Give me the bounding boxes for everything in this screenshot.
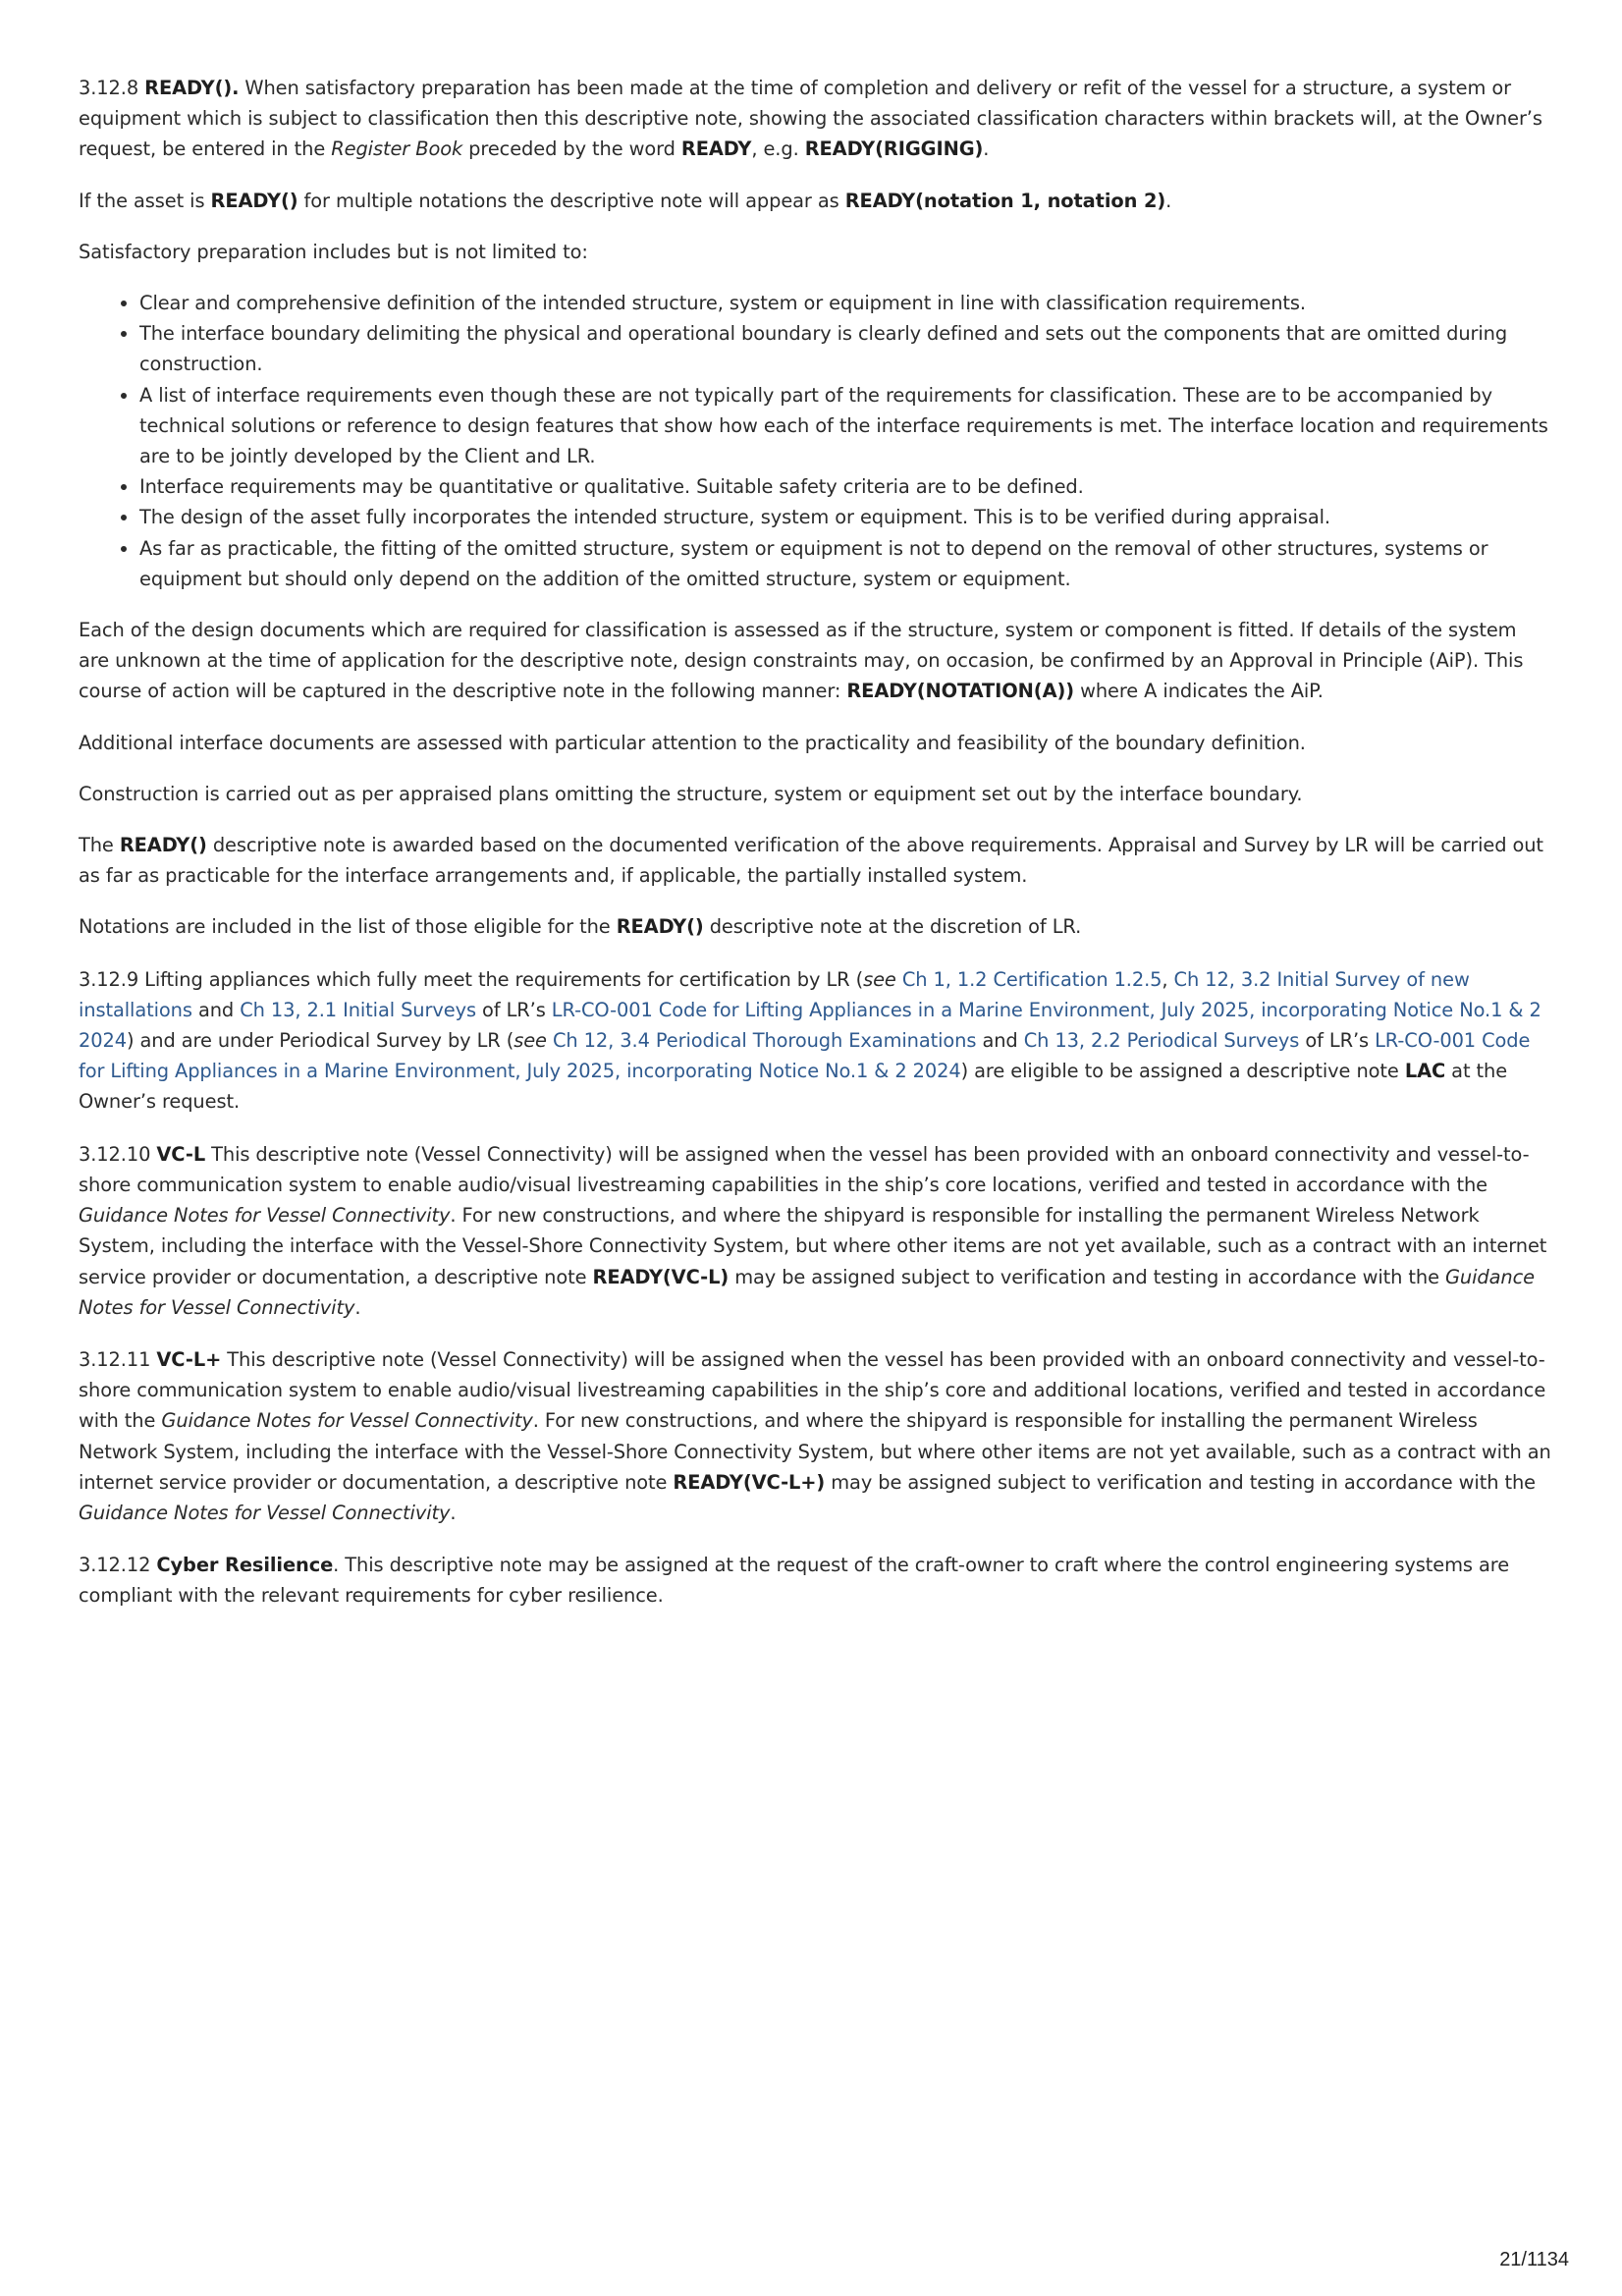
link-lr-co-001-code[interactable]: LR-CO-001 Code for Lifting Appliances in a Marine Environment, July 2025, incorporating Notice No.1 & 2 2024 xyxy=(79,998,1541,1053)
paragraph-multiple-notations xyxy=(79,186,1551,216)
paragraph-design-documents xyxy=(79,615,1551,707)
text: This descriptive note (Vessel Connectivity) will be assigned when the vessel has been provided with an onboard connectivity and vessel-to-shore communication system to enable audio/visual livestreaming capabilities in the ship’s core and additional locations, verified and tested in accordance with the xyxy=(79,1347,1546,1433)
bold-term: READY(). xyxy=(144,77,240,99)
text: , e.g. xyxy=(751,137,805,161)
list-item: • The interface boundary delimiting the physical and operational boundary is clearly defined and sets out the components that are omitted during construction. xyxy=(139,318,1551,379)
italic-see: see xyxy=(514,1029,547,1053)
list-item: • A list of interface requirements even though these are not typically part of the requirements for classification. These are to be accompanied by technical solutions or reference to design features that show how each of the interface requirements is met. The interface location and requirements are to be jointly developed by the Client and LR. xyxy=(139,380,1551,472)
link-ch13-initial-surveys[interactable]: Ch 13, 2.1 Initial Surveys xyxy=(240,998,476,1021)
section-number: 3.12.12 xyxy=(79,1554,151,1577)
bold-term: Cyber Resilience xyxy=(156,1554,334,1577)
italic-term: Guidance Notes for Vessel Connectivity xyxy=(79,1501,451,1524)
text: This descriptive note (Vessel Connectivity) will be assigned when the vessel has been provided with an onboard connectivity and vessel-to-shore communication system to enable audio/visual livestreaming capabilities in the ship’s core locations, verified and tested in accordance with the xyxy=(79,1142,1530,1196)
paragraph-construction: Construction is carried out as per appraised plans omitting the structure, system or equipment set out by the interface boundary. xyxy=(79,782,1303,805)
link-ch12-initial-survey[interactable]: Ch 12, 3.2 Initial Survey of new installations xyxy=(79,967,1470,1021)
text: When satisfactory preparation has been made at the time of completion and delivery or refit of the vessel for a structure, a system or equipment which is subject to classification then this descriptive note, showing the associated classification characters within brackets will, at the Owner’s request, be entered in the xyxy=(79,77,1542,161)
section-number: 3.12.11 xyxy=(79,1347,151,1371)
link-ch12-periodical-examinations[interactable]: Ch 12, 3.4 Periodical Thorough Examinations xyxy=(552,1029,977,1053)
section-number: 3.12.8 xyxy=(79,77,139,99)
document-body xyxy=(79,73,1551,1633)
bold-term: READY() xyxy=(119,834,207,857)
text: . This descriptive note may be assigned at the request of the craft-owner to craft where the control engineering systems are compliant with the relevant requirements for cyber resilience. xyxy=(79,1554,1510,1608)
text: may be assigned subject to verification and testing in accordance with the xyxy=(729,1265,1445,1288)
text: Each of the design documents which are required for classification is assessed as if the structure, system or component is fitted. If details of the system are unknown at the time of application for the descriptive note, design constraints may, on occasion, be confirmed by an Approval in Principle (AiP). This course of action will be captured in the descriptive note in the following manner: xyxy=(79,619,1524,703)
italic-term: Guidance Notes for Vessel Connectivity xyxy=(79,1204,451,1228)
italic-term: Guidance Notes for Vessel Connectivity xyxy=(161,1409,533,1433)
text: ) and are under Periodical Survey by LR ( xyxy=(126,1029,514,1053)
bold-term: READY xyxy=(680,137,752,161)
paragraph-ready-award xyxy=(79,830,1551,891)
text: preceded by the word xyxy=(462,137,681,161)
text: . xyxy=(983,137,990,161)
paragraph-3-12-12 xyxy=(79,1550,1551,1611)
bold-term: VC-L xyxy=(156,1142,206,1166)
text: . xyxy=(354,1295,361,1319)
bold-term: READY(VC-L+) xyxy=(673,1470,826,1494)
text: and xyxy=(191,998,241,1021)
bold-term: READY(NOTATION(A)) xyxy=(846,680,1074,703)
bold-term: VC-L+ xyxy=(156,1347,222,1371)
paragraph-3-12-10 xyxy=(79,1139,1551,1323)
paragraph-interface-documents: Additional interface documents are assessed with particular attention to the practicality and feasibility of the boundary definition. xyxy=(79,731,1306,754)
list-item: • As far as practicable, the fitting of the omitted structure, system or equipment is not to depend on the removal of other structures, systems or equipment but should only depend on the addition of the omitted structure, system or equipment. xyxy=(139,533,1551,594)
text: and xyxy=(976,1029,1024,1053)
paragraph-3-12-11 xyxy=(79,1344,1551,1528)
section-number: 3.12.10 xyxy=(79,1142,151,1166)
preparation-list xyxy=(79,288,1551,594)
link-ch13-periodical-surveys[interactable]: Ch 13, 2.2 Periodical Surveys xyxy=(1023,1029,1300,1053)
text: of LR’s xyxy=(475,998,552,1021)
text: 3.12.9 Lifting appliances which fully meet the requirements for certification by LR ( xyxy=(79,967,864,991)
italic-term: Guidance Notes for Vessel Connectivity xyxy=(79,1265,1535,1319)
text: . For new constructions, and where the shipyard is responsible for installing the permanent Wireless Network System, including the interface with the Vessel-Shore Connectivity System, but where other items are not yet available, such as a contract with an internet service provider or documentation, a descriptive note xyxy=(79,1409,1551,1494)
text: , xyxy=(1162,967,1174,991)
text: of LR’s xyxy=(1299,1029,1376,1053)
text: Notations are included in the list of those eligible for the xyxy=(79,915,617,939)
text: descriptive note is awarded based on the documented verification of the above requirements. Appraisal and Survey by LR will be carried out as far as practicable for the interface arrangements and, if applicable, the partially installed system. xyxy=(79,834,1543,888)
text: ) are eligible to be assigned a descriptive note xyxy=(960,1060,1405,1083)
bold-term: READY() xyxy=(616,915,704,939)
text: If the asset is xyxy=(79,189,211,212)
list-item: • Interface requirements may be quantitative or qualitative. Suitable safety criteria are to be defined. xyxy=(139,471,1551,502)
bold-term: READY(notation 1, notation 2) xyxy=(844,189,1166,212)
text: . For new constructions, and where the shipyard is responsible for installing the permanent Wireless Network System, including the interface with the Vessel-Shore Connectivity System, but where other items are not yet available, such as a contract with an internet service provider or documentation, a descriptive note xyxy=(79,1204,1547,1288)
italic-see: see xyxy=(863,967,896,991)
paragraph-preparation-intro: Satisfactory preparation includes but is not limited to: xyxy=(79,240,588,263)
list-item: • The design of the asset fully incorporates the intended structure, system or equipment. This is to be verified during appraisal. xyxy=(139,502,1551,532)
list-item: • Clear and comprehensive definition of the intended structure, system or equipment in line with classification requirements. xyxy=(139,288,1551,318)
italic-term: Register Book xyxy=(331,137,463,161)
link-ch1-certification[interactable]: Ch 1, 1.2 Certification 1.2.5 xyxy=(901,967,1162,991)
text: descriptive note at the discretion of LR. xyxy=(703,915,1082,939)
bold-term: READY() xyxy=(210,189,298,212)
page-number: 21/1134 xyxy=(1499,2249,1569,2270)
text: may be assigned subject to verification and testing in accordance with the xyxy=(825,1470,1536,1494)
bold-term: READY(RIGGING) xyxy=(804,137,984,161)
paragraph-3-12-8 xyxy=(79,73,1551,165)
text: . xyxy=(450,1501,457,1524)
text: . xyxy=(1165,189,1172,212)
bold-term: READY(VC-L) xyxy=(592,1265,730,1288)
bold-term: LAC xyxy=(1404,1060,1446,1083)
text: at the Owner’s request. xyxy=(79,1060,1508,1114)
text: where A indicates the AiP. xyxy=(1074,680,1324,703)
text: The xyxy=(79,834,120,857)
paragraph-3-12-9 xyxy=(79,964,1551,1118)
paragraph-notations-eligible xyxy=(79,911,1551,942)
text: for multiple notations the descriptive note will appear as xyxy=(297,189,845,212)
link-lr-co-001-code[interactable]: LR-CO-001 Code for Lifting Appliances in a Marine Environment, July 2025, incorporating Notice No.1 & 2 2024 xyxy=(79,1029,1531,1083)
